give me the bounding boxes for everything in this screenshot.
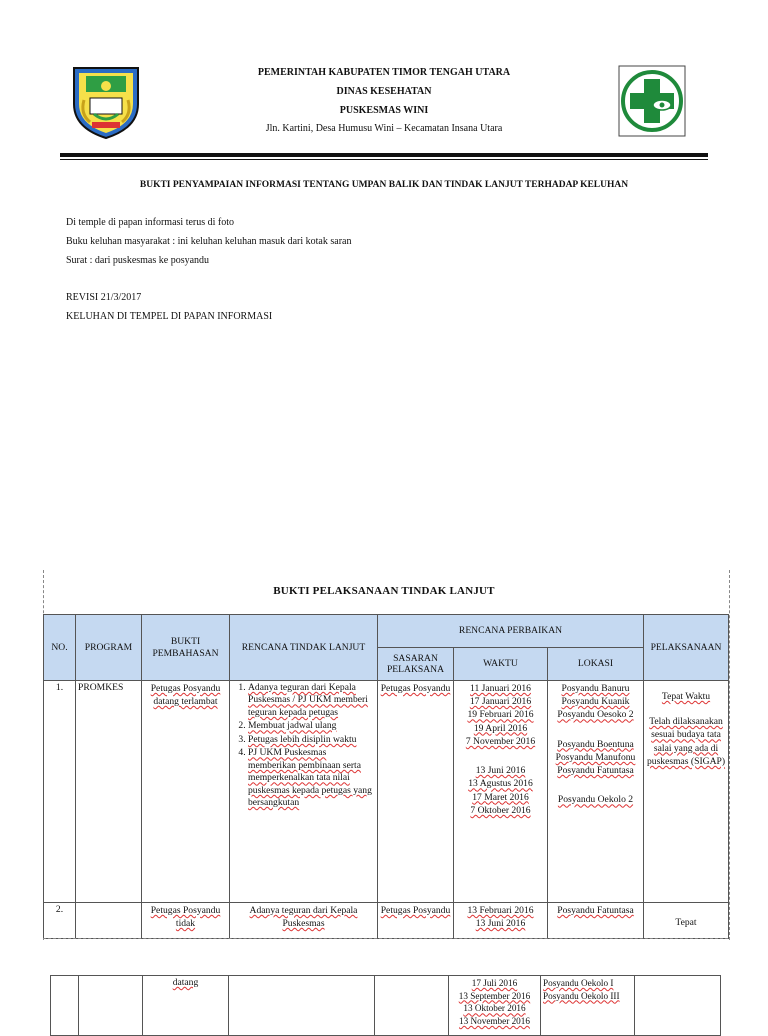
cont-no xyxy=(51,976,79,1036)
row2-waktu xyxy=(454,903,548,939)
table-title: BUKTI PELAKSANAAN TINDAK LANJUT xyxy=(273,585,495,597)
row1-lokasi-6: Posyandu Manufonu xyxy=(555,751,636,763)
page-break-line xyxy=(43,938,728,939)
header-rencana-tindak: RENCANA TINDAK LANJUT xyxy=(230,615,378,681)
cont-lokasi-1: Posyandu Oekolo I xyxy=(543,978,614,988)
letterhead-rule-thick xyxy=(60,153,708,157)
row1-waktu-4: 19 April 2016 xyxy=(473,722,528,734)
row1-lokasi-gap-2 xyxy=(550,777,641,793)
table-row xyxy=(51,976,721,1036)
cont-sasaran xyxy=(375,976,449,1036)
row1-waktu-gap xyxy=(456,748,545,764)
header-sasaran: SASARAN PELAKSANA xyxy=(378,648,454,681)
row1-lokasi-3: Posyandu Oesoko 2 xyxy=(557,709,634,721)
document-title: BUKTI PENYAMPAIAN INFORMASI TENTANG UMPAN BALIK DAN TINDAK LANJUT TERHADAP KELUHAN xyxy=(139,180,629,190)
revision-label: REVISI 21/3/2017 xyxy=(66,292,142,303)
row1-lokasi-1: Posyandu Banuru xyxy=(561,683,630,694)
row2-bukti: Petugas Posyandu tidak xyxy=(142,903,230,939)
row1-waktu-3: 19 Februari 2016 xyxy=(467,709,534,721)
row1-step-3: 3. Petugas lebih disiplin waktu xyxy=(248,734,375,746)
header-program: PROGRAM xyxy=(76,615,142,681)
table-row xyxy=(44,903,729,939)
row1-rencana xyxy=(230,681,378,903)
row1-lokasi xyxy=(548,681,644,903)
row1-lokasi-gap xyxy=(550,722,641,738)
cont-waktu-2: 13 September 2016 xyxy=(458,990,531,1001)
header-no: NO. xyxy=(44,615,76,681)
row1-step-4: 4. PJ UKM Puskesmas memberikan pembinaan serta memperkenalkan tata nilai puskesmas kepada petugas yang bersangkutan xyxy=(248,747,375,809)
cont-program xyxy=(79,976,143,1036)
cont-pelaksanaan xyxy=(635,976,721,1036)
row1-waktu-9: 17 Maret 2016 xyxy=(472,791,529,803)
cont-bukti: datang xyxy=(143,976,229,1036)
row2-lokasi: Posyandu Fatuntasa xyxy=(548,903,644,939)
cont-lokasi xyxy=(541,976,635,1036)
row1-step-2: 2. Membuat jadwal ulang xyxy=(248,720,375,732)
table-row xyxy=(44,681,729,903)
government-name: PEMERINTAH KABUPATEN TIMOR TENGAH UTARA xyxy=(257,67,511,78)
row2-program xyxy=(76,903,142,939)
cont-lokasi-2: Posyandu Oekolo III xyxy=(543,990,620,1001)
header-waktu: WAKTU xyxy=(454,648,548,681)
follow-up-table xyxy=(43,614,729,939)
revision-note: KELUHAN DI TEMPEL DI PAPAN INFORMASI xyxy=(66,311,273,322)
row1-pelaksanaan xyxy=(644,681,729,903)
row1-pelaksanaan-1: Tepat Waktu xyxy=(661,691,711,702)
cont-rencana xyxy=(229,976,375,1036)
row1-lokasi-7: Posyandu Fatuntasa xyxy=(557,765,634,777)
cont-waktu-3: 13 Oktober 2016 xyxy=(463,1003,526,1014)
cont-waktu-4: 13 November 2016 xyxy=(459,1016,530,1027)
row1-waktu-2: 17 Januari 2016 xyxy=(469,696,532,708)
row1-pelaksanaan-2: Telah dilaksanakan sesuai budaya tata salai yang ada di puskesmas (SIGAP) xyxy=(646,716,726,767)
cont-waktu-1: 17 Juli 2016 xyxy=(471,978,518,988)
row1-waktu xyxy=(454,681,548,903)
puskesmas-name: PUSKESMAS WINI xyxy=(339,105,429,116)
row2-pelaksanaan-text: Tepat xyxy=(675,917,697,928)
continuation-table xyxy=(50,975,721,1036)
row1-step-1: 1. Adanya teguran dari Kepala Puskesmas / PJ UKM memberi teguran kepada petugas xyxy=(248,682,375,719)
department-name: DINAS KESEHATAN xyxy=(336,86,432,97)
note-line-3: Surat : dari puskesmas ke posyandu xyxy=(66,255,210,266)
row2-sasaran: Petugas Posyandu xyxy=(378,903,454,939)
header-bukti: BUKTI PEMBAHASAN xyxy=(142,615,230,681)
row2-waktu-2: 13 Juni 2016 xyxy=(475,918,526,930)
row1-waktu-8: 13 Agustus 2016 xyxy=(468,778,533,790)
row1-program: PROMKES xyxy=(76,681,142,903)
row2-rencana: Adanya teguran dari Kepala Puskesmas xyxy=(230,903,378,939)
letterhead-rule-thin xyxy=(60,159,708,160)
row1-lokasi-9: Posyandu Oekolo 2 xyxy=(557,794,634,806)
note-line-2: Buku keluhan masyarakat : ini keluhan keluhan masuk dari kotak saran xyxy=(66,236,352,247)
header-lokasi: LOKASI xyxy=(548,648,644,681)
row1-waktu-10: 7 Oktober 2016 xyxy=(470,804,531,816)
row2-no: 2. xyxy=(44,903,76,939)
row1-sasaran: Petugas Posyandu xyxy=(378,681,454,903)
row1-no: 1. xyxy=(44,681,76,903)
row1-waktu-5: 7 November 2016 xyxy=(465,735,536,747)
row1-waktu-7: 13 Juni 2016 xyxy=(475,765,526,777)
row1-bukti: Petugas Posyandu datang terlambat xyxy=(142,681,230,903)
row1-waktu-1: 11 Januari 2016 xyxy=(470,683,531,694)
row2-pelaksanaan xyxy=(644,903,729,939)
cont-waktu xyxy=(449,976,541,1036)
header-pelaksanaan: PELAKSANAAN xyxy=(644,615,729,681)
header-rencana-perbaikan: RENCANA PERBAIKAN xyxy=(378,615,644,648)
address-line: Jln. Kartini, Desa Humusu Wini – Kecamatan Insana Utara xyxy=(265,123,503,134)
row2-waktu-1: 13 Februari 2016 xyxy=(467,905,534,916)
note-line-1: Di temple di papan informasi terus di foto xyxy=(66,217,235,228)
row1-lokasi-5: Posyandu Boentuna xyxy=(557,738,634,750)
row1-lokasi-2: Posyandu Kuanik xyxy=(561,696,630,708)
